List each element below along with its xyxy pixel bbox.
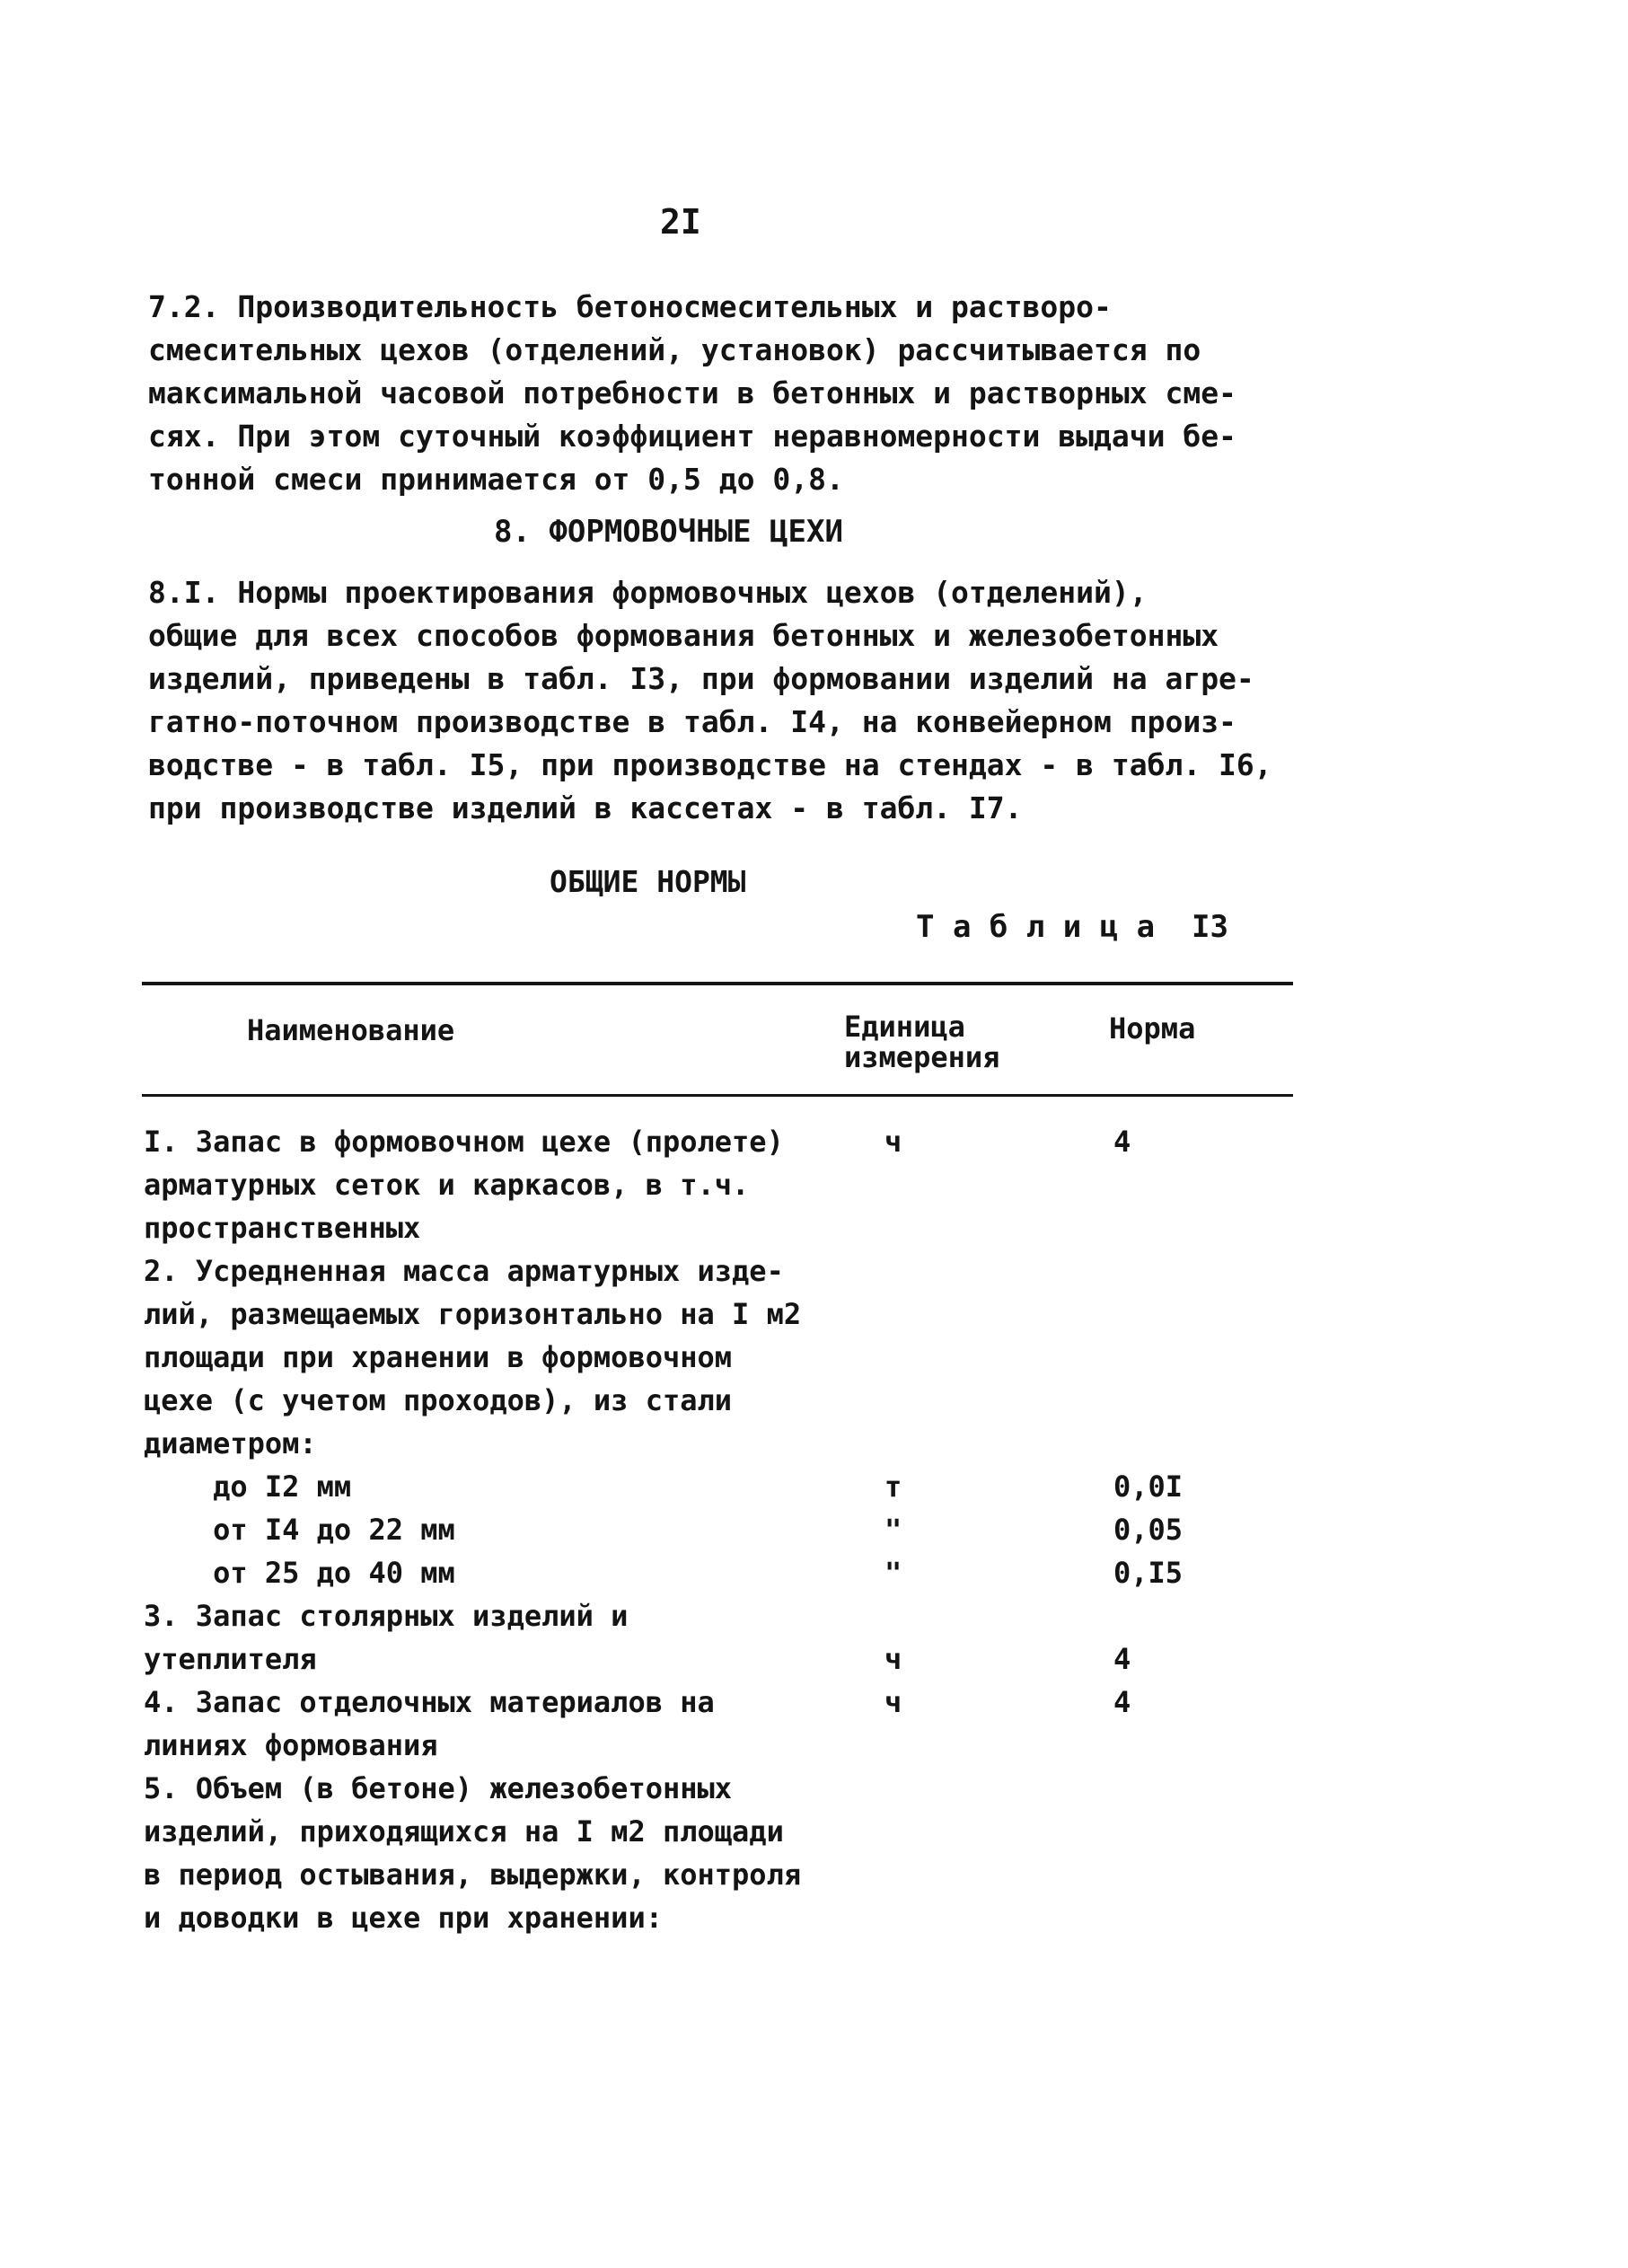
- paragraph-line: водстве - в табл. I5, при производстве на стендах - в табл. I6,: [148, 747, 1272, 782]
- table-subtitle: ОБЩИЕ НОРМЫ: [550, 864, 746, 899]
- header-unit-line2: измерения: [844, 1040, 1000, 1074]
- row-norm: 0,0I: [1113, 1469, 1184, 1504]
- row-name: цехе (с учетом проходов), из стали: [144, 1383, 733, 1417]
- paragraph-line: при производстве изделий в кассетах - в табл. I7.: [148, 790, 1023, 825]
- table-top-rule: [142, 982, 1293, 985]
- row-name: диаметром:: [144, 1426, 317, 1461]
- table-caption: Т а б л и ц а I3: [916, 909, 1228, 945]
- row-name: площади при хранении в формовочном: [144, 1340, 733, 1374]
- row-unit: т: [884, 1469, 902, 1504]
- row-name: в период остывания, выдержки, контроля: [144, 1858, 802, 1892]
- paragraph-line: гатно-поточном производстве в табл. I4, на конвейерном произ-: [148, 704, 1236, 739]
- row-name: лий, размещаемых горизонтально на I м2: [144, 1297, 802, 1331]
- header-norm: Норма: [1109, 1011, 1196, 1046]
- paragraph-line: сях. При этом суточный коэффициент неравномерности выдачи бе-: [148, 419, 1236, 454]
- paragraph-line: изделий, приведены в табл. I3, при формовании изделий на агре-: [148, 661, 1254, 696]
- row-unit: ч: [884, 1125, 902, 1159]
- row-norm: 0,05: [1113, 1513, 1184, 1547]
- row-norm: 0,I5: [1113, 1556, 1184, 1590]
- paragraph-line: 7.2. Производительность бетоносмесительных и растворо-: [148, 289, 1112, 324]
- paragraph-line: общие для всех способов формования бетонных и железобетонных: [148, 618, 1219, 653]
- row-unit: ": [884, 1556, 902, 1590]
- row-unit: ": [884, 1513, 902, 1547]
- row-unit: ч: [884, 1642, 902, 1676]
- row-name: до I2 мм: [144, 1469, 352, 1504]
- row-norm: 4: [1113, 1125, 1131, 1159]
- paragraph-line: 8.I. Нормы проектирования формовочных цехов (отделений),: [148, 575, 1148, 610]
- row-norm: 4: [1113, 1685, 1131, 1719]
- row-name: 5. Объем (в бетоне) железобетонных: [144, 1771, 733, 1805]
- row-name: I. Запас в формовочном цехе (пролете): [144, 1125, 784, 1159]
- row-name: изделий, приходящихся на I м2 площади: [144, 1814, 784, 1849]
- page-number: 2I: [660, 202, 701, 242]
- row-name: утеплителя: [144, 1642, 317, 1676]
- row-name: и доводки в цехе при хранении:: [144, 1901, 663, 1935]
- row-name: 4. Запас отделочных материалов на: [144, 1685, 715, 1719]
- row-unit: ч: [884, 1685, 902, 1719]
- row-name: 3. Запас столярных изделий и: [144, 1599, 629, 1633]
- header-unit-line1: Единица: [844, 1010, 965, 1044]
- table-header-rule: [142, 1094, 1293, 1097]
- header-name: Наименование: [247, 1013, 455, 1047]
- row-name: арматурных сеток и каркасов, в т.ч.: [144, 1168, 750, 1202]
- row-name: от I4 до 22 мм: [144, 1513, 455, 1547]
- row-name: линиях формования: [144, 1728, 438, 1762]
- row-name: 2. Усредненная масса арматурных изде-: [144, 1254, 784, 1288]
- row-name: от 25 до 40 мм: [144, 1556, 455, 1590]
- paragraph-line: тонной смеси принимается от 0,5 до 0,8.: [148, 462, 844, 497]
- row-norm: 4: [1113, 1642, 1131, 1676]
- section-heading: 8. ФОРМОВОЧНЫЕ ЦЕХИ: [494, 514, 843, 550]
- paragraph-line: максимальной часовой потребности в бетонных и растворных сме-: [148, 375, 1236, 410]
- row-name: пространственных: [144, 1211, 421, 1245]
- paragraph-line: смесительных цехов (отделений, установок) рассчитывается по: [148, 332, 1201, 367]
